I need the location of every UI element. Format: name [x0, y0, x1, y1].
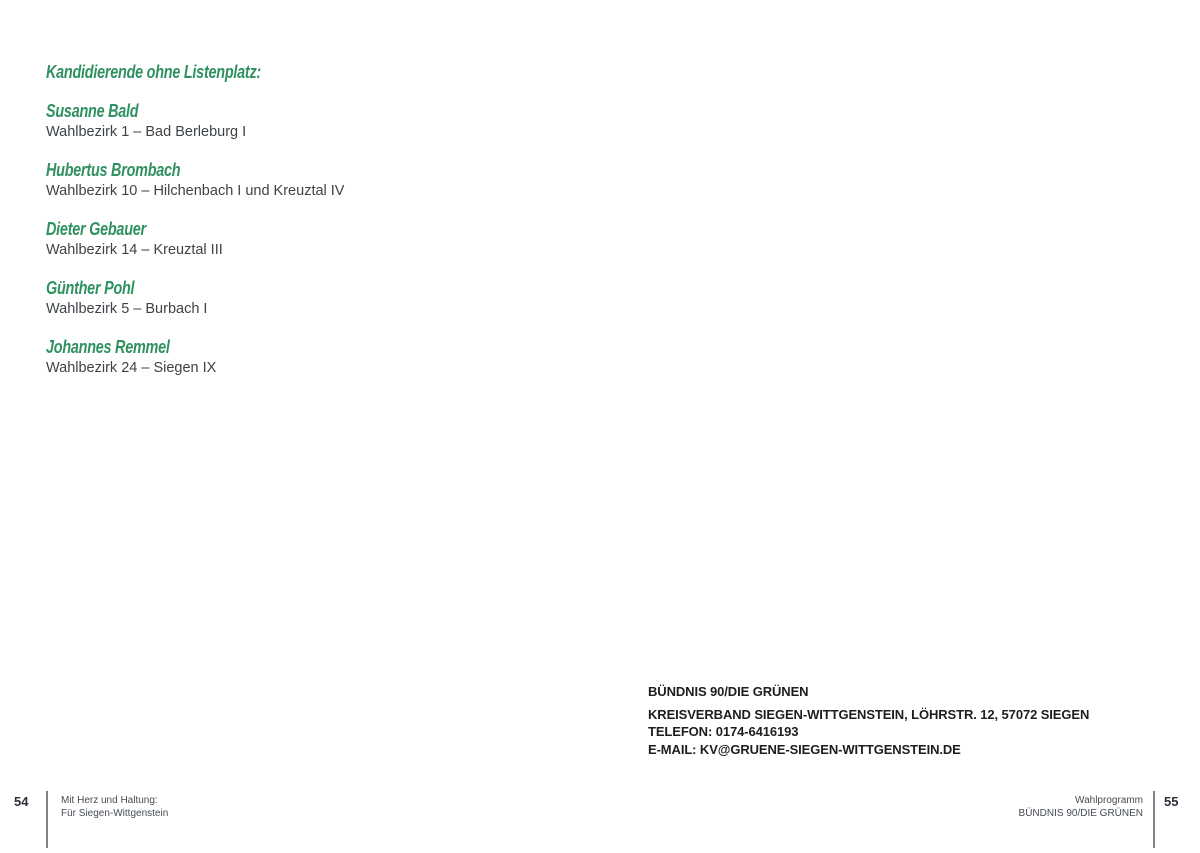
page-number-left: 54: [14, 794, 29, 809]
footer-right-line2: BÜNDNIS 90/DIE GRÜNEN: [1018, 808, 1143, 819]
footer-left-text: [61, 794, 168, 820]
footer-divider-left: [46, 791, 48, 848]
footer-right-line1: Wahlprogramm: [1075, 795, 1143, 806]
candidate-name: Hubertus Brombach: [46, 160, 181, 180]
candidate-name: Susanne Bald: [46, 101, 139, 121]
candidate-district: Wahlbezirk 1 – Bad Berleburg I: [46, 124, 247, 140]
section-heading: [46, 61, 546, 83]
candidate-entry: [46, 336, 546, 376]
contact-email: E-MAIL: KV@GRUENE-SIEGEN-WITTGENSTEIN.DE: [648, 741, 961, 757]
contact-phone: TELEFON: 0174-6416193: [648, 724, 799, 739]
candidate-district: Wahlbezirk 14 – Kreuztal III: [46, 242, 223, 258]
candidate-district: Wahlbezirk 5 – Burbach I: [46, 301, 208, 317]
candidate-district: Wahlbezirk 24 – Siegen IX: [46, 360, 217, 376]
candidate-name: Johannes Remmel: [46, 337, 170, 357]
section-heading-text: Kandidierende ohne Listenplatz:: [46, 62, 261, 82]
footer-left-line2: Für Siegen-Wittgenstein: [61, 808, 169, 819]
footer-divider-right: [1153, 791, 1155, 848]
page-number-right: 55: [1164, 794, 1179, 809]
candidate-name: Dieter Gebauer: [46, 219, 146, 239]
candidate-list-section: [46, 61, 546, 395]
candidate-entry: [46, 277, 546, 317]
contact-organization: BÜNDNIS 90/DIE GRÜNEN: [648, 684, 809, 699]
candidate-entry: [46, 218, 546, 258]
contact-block: [648, 683, 1128, 758]
contact-address: KREISVERBAND SIEGEN-WITTGENSTEIN, LÖHRSTR. 12, 57072 SIEGEN: [648, 706, 1090, 722]
candidate-entry: [46, 159, 546, 199]
footer-right-text: [1019, 794, 1143, 820]
candidate-district: Wahlbezirk 10 – Hilchenbach I und Kreuztal IV: [46, 183, 345, 199]
candidate-entry: [46, 100, 546, 140]
footer-left-line1: Mit Herz und Haltung:: [61, 795, 158, 806]
candidate-name: Günther Pohl: [46, 278, 135, 298]
